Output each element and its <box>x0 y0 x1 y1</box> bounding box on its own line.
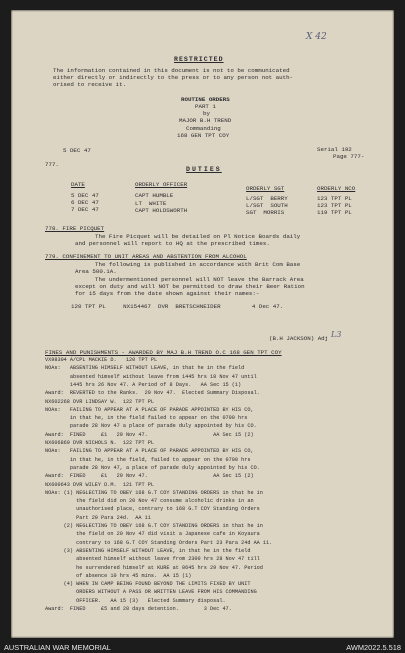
fines-line: absented himself without leave from 2300 hrs 28 Nov 47 till <box>45 556 260 563</box>
confinement-line-2: Area 500.1A. <box>75 268 117 275</box>
col-date: DATE <box>71 181 85 188</box>
heading-line-5: Commanding <box>186 125 221 132</box>
confinement-line-5: for 15 days from the date shown against their names:- <box>75 290 260 297</box>
heading-line-6: 168 GEN TPT COY <box>177 132 230 139</box>
confinement-line-3: The undermentioned personnel will NOT leave the Barrack Area <box>95 276 304 283</box>
fines-line: OFFICER. AA 15 (3) Elected Summary disposal. <box>45 597 226 604</box>
fines-line: absented himself without leave from 1445 hrs 18 Nov 47 until <box>45 373 257 380</box>
footer-institution: AUSTRALIAN WAR MEMORIAL <box>4 643 111 652</box>
page-reference: Page 777- <box>333 153 365 160</box>
heading-line-1: ROUTINE ORDERS <box>181 96 230 103</box>
intro-line-1: The information contained in this document is not to be communicated <box>53 67 290 74</box>
fines-title: FINES AND PUNISHMENTS - AWARDED BY MAJ B.H TREND O.C 168 GEN TPT COY <box>45 349 282 356</box>
classification-heading: RESTRICTED <box>174 56 224 63</box>
fines-line: he surrendered himself at KURE at 0645 hrs 29 Nov 47. Period <box>45 564 263 571</box>
fines-line: (3) ABSENTING HIMSELF WITHOUT LEAVE, in that he in the field <box>45 547 251 554</box>
signature-mark: L3 <box>331 330 342 339</box>
confinement-entry: 120 TPT PL NX154467 DVR BRETSCHNEIDER 4 Dec 47. <box>71 303 284 310</box>
fines-line: in that he, in the field, failed to appear on the 0700 hrs <box>45 456 251 463</box>
confinement-line-4: except on duty and will NOT be permitted to draw their Beer Ration <box>75 283 305 290</box>
fines-line: parade 28 Nov 47, a place of parade duly appointed by his CO. <box>45 464 260 471</box>
duty-row-2-date: 6 DEC 47 <box>71 199 99 206</box>
heading-line-3: by <box>203 110 210 117</box>
confinement-line-1: The following is published in accordance with Brit Com Base <box>95 261 301 268</box>
fines-line: ORDERS WITHOUT A PASS OR WRITTEN LEAVE FROM HIS COMMANDING <box>45 589 257 596</box>
col-orderly-officer: ORDERLY OFFICER <box>135 181 188 188</box>
order-date: 5 DEC 47 <box>63 147 91 154</box>
fines-line: Award: REVERTED to the Ranks. 29 Nov 47. Elected Summary Disposal. <box>45 390 260 397</box>
fines-line: NOAs: ABSENTING HIMSELF WITHOUT LEAVE, in that he in the field <box>45 365 245 372</box>
duty-row-2-sgt: L/SGT SOUTH <box>246 202 288 209</box>
duty-row-2-nco: 123 TPT PL <box>317 202 352 209</box>
fines-line: in that he, in the field failed to appear on the 0700 hrs <box>45 415 248 422</box>
fines-line: VX98304 A/CPL MACKIE D. 120 TPT PL <box>45 357 158 363</box>
serial-number: Serial 192 <box>317 146 352 153</box>
fines-line: Award: FINED £1 29 Nov 47. AA Sec 15 (2) <box>45 431 254 438</box>
duty-row-1-sgt: L/SGT BERRY <box>246 195 288 202</box>
heading-line-2: PART 1 <box>195 103 216 110</box>
duty-row-1-date: 5 DEC 47 <box>71 192 99 199</box>
fire-picquet-line-2: and personnel will report to HQ at the prescribed times. <box>75 240 270 247</box>
footer-bar <box>0 641 405 653</box>
duty-row-3-officer: CAPT HOLDSWORTH <box>135 207 188 214</box>
fines-line: NX600643 DVR WILEY D.M. 121 TPT PL <box>45 481 154 488</box>
signature-block: (B.H JACKSON) Adj <box>269 335 329 342</box>
fines-line: Award: FINED £1 29 Nov 47. AA Sec 15 (2) <box>45 473 254 480</box>
confinement-title: 779. CONFINEMENT TO UNIT AREAS AND ABSTENTION FROM ALCOHOL <box>45 253 247 260</box>
fire-picquet-title: 778. FIRE PICQUET <box>45 225 105 232</box>
heading-line-4: MAJOR B.H TREND <box>179 117 232 124</box>
duty-row-3-nco: 119 TPT PL <box>317 209 352 216</box>
fines-line: (2) NEGLECTING TO OBEY 168 G.T COY STANDING ORDERS in that he in <box>45 523 263 529</box>
fines-line: parade 28 Nov 47 a place of parade duly appointed by his CO. <box>45 423 257 430</box>
fines-line: NX606869 DVR NICHOLS N. 122 TPT PL <box>45 440 154 446</box>
fines-line: Part 20 Para 24d. AA 11 <box>45 514 151 521</box>
duty-row-1-officer: CAPT HUMBLE <box>135 192 174 199</box>
intro-line-2: either directly or indirectly to the press or to any person not auth- <box>53 74 294 81</box>
col-orderly-nco: ORDERLY NCO <box>317 185 356 192</box>
duty-row-3-date: 7 DEC 47 <box>71 206 99 213</box>
fines-line: Award: FINED £5 and 28 days detention. 3 Dec 47. <box>45 606 232 612</box>
handwritten-reference: X 42 <box>306 32 327 42</box>
fines-line: contrary to 168 G.T COY Standing Orders Part 23 Para 24d AA 11. <box>45 539 273 546</box>
fines-line: unauthorised place, contrary to 168 G.T COY Standing Orders <box>45 506 260 513</box>
item-777: 777. <box>45 161 59 168</box>
fines-line: of absence 10 hrs 45 mins. AA 15 (1) <box>45 572 192 579</box>
fines-line: (4) WHEN IN CAMP BEING FOUND BEYOND THE LIMITS FIXED BY UNIT <box>45 581 251 588</box>
fines-line: NOAs: (1) NEGLECTING TO OBEY 168 G.T COY STANDING ORDERS in that he in <box>45 489 263 496</box>
fire-picquet-line-1: The Fire Picquet will be detailed on Pl Notice Boards daily <box>95 233 301 240</box>
col-orderly-sgt: ORDERLY SGT <box>246 185 285 192</box>
duties-title: DUTIES <box>186 166 222 173</box>
duty-row-1-nco: 123 TPT PL <box>317 195 352 202</box>
footer-accession: AWM2022.5.518 <box>346 643 401 652</box>
duty-row-2-officer: LT WHITE <box>135 200 167 207</box>
fines-line: the field on 20 Nov 47 did visit a Japanese cafe in Koyaura <box>45 531 260 538</box>
fines-line: NOAs: FAILING TO APPEAR AT A PLACE OF PARADE APPOINTED BY HIS CO, <box>45 448 254 455</box>
fines-line: NOAs: FAILING TO APPEAR AT A PLACE OF PARADE APPOINTED BY HIS CO, <box>45 406 254 413</box>
intro-line-3: orised to receive it. <box>53 81 127 88</box>
document-page <box>11 10 394 638</box>
fines-line: NX602268 DVR LINDSAY W. 122 TPT PL <box>45 398 154 405</box>
fines-line: 1445 hrs 26 Nov 47. A Period of 8 Days. AA Sec 15 (1) <box>45 381 242 388</box>
fines-line: the field did on 20 Nov 47 consume alcoholic drinks in an <box>45 498 254 505</box>
duty-row-3-sgt: SGT MORRIS <box>246 209 285 216</box>
